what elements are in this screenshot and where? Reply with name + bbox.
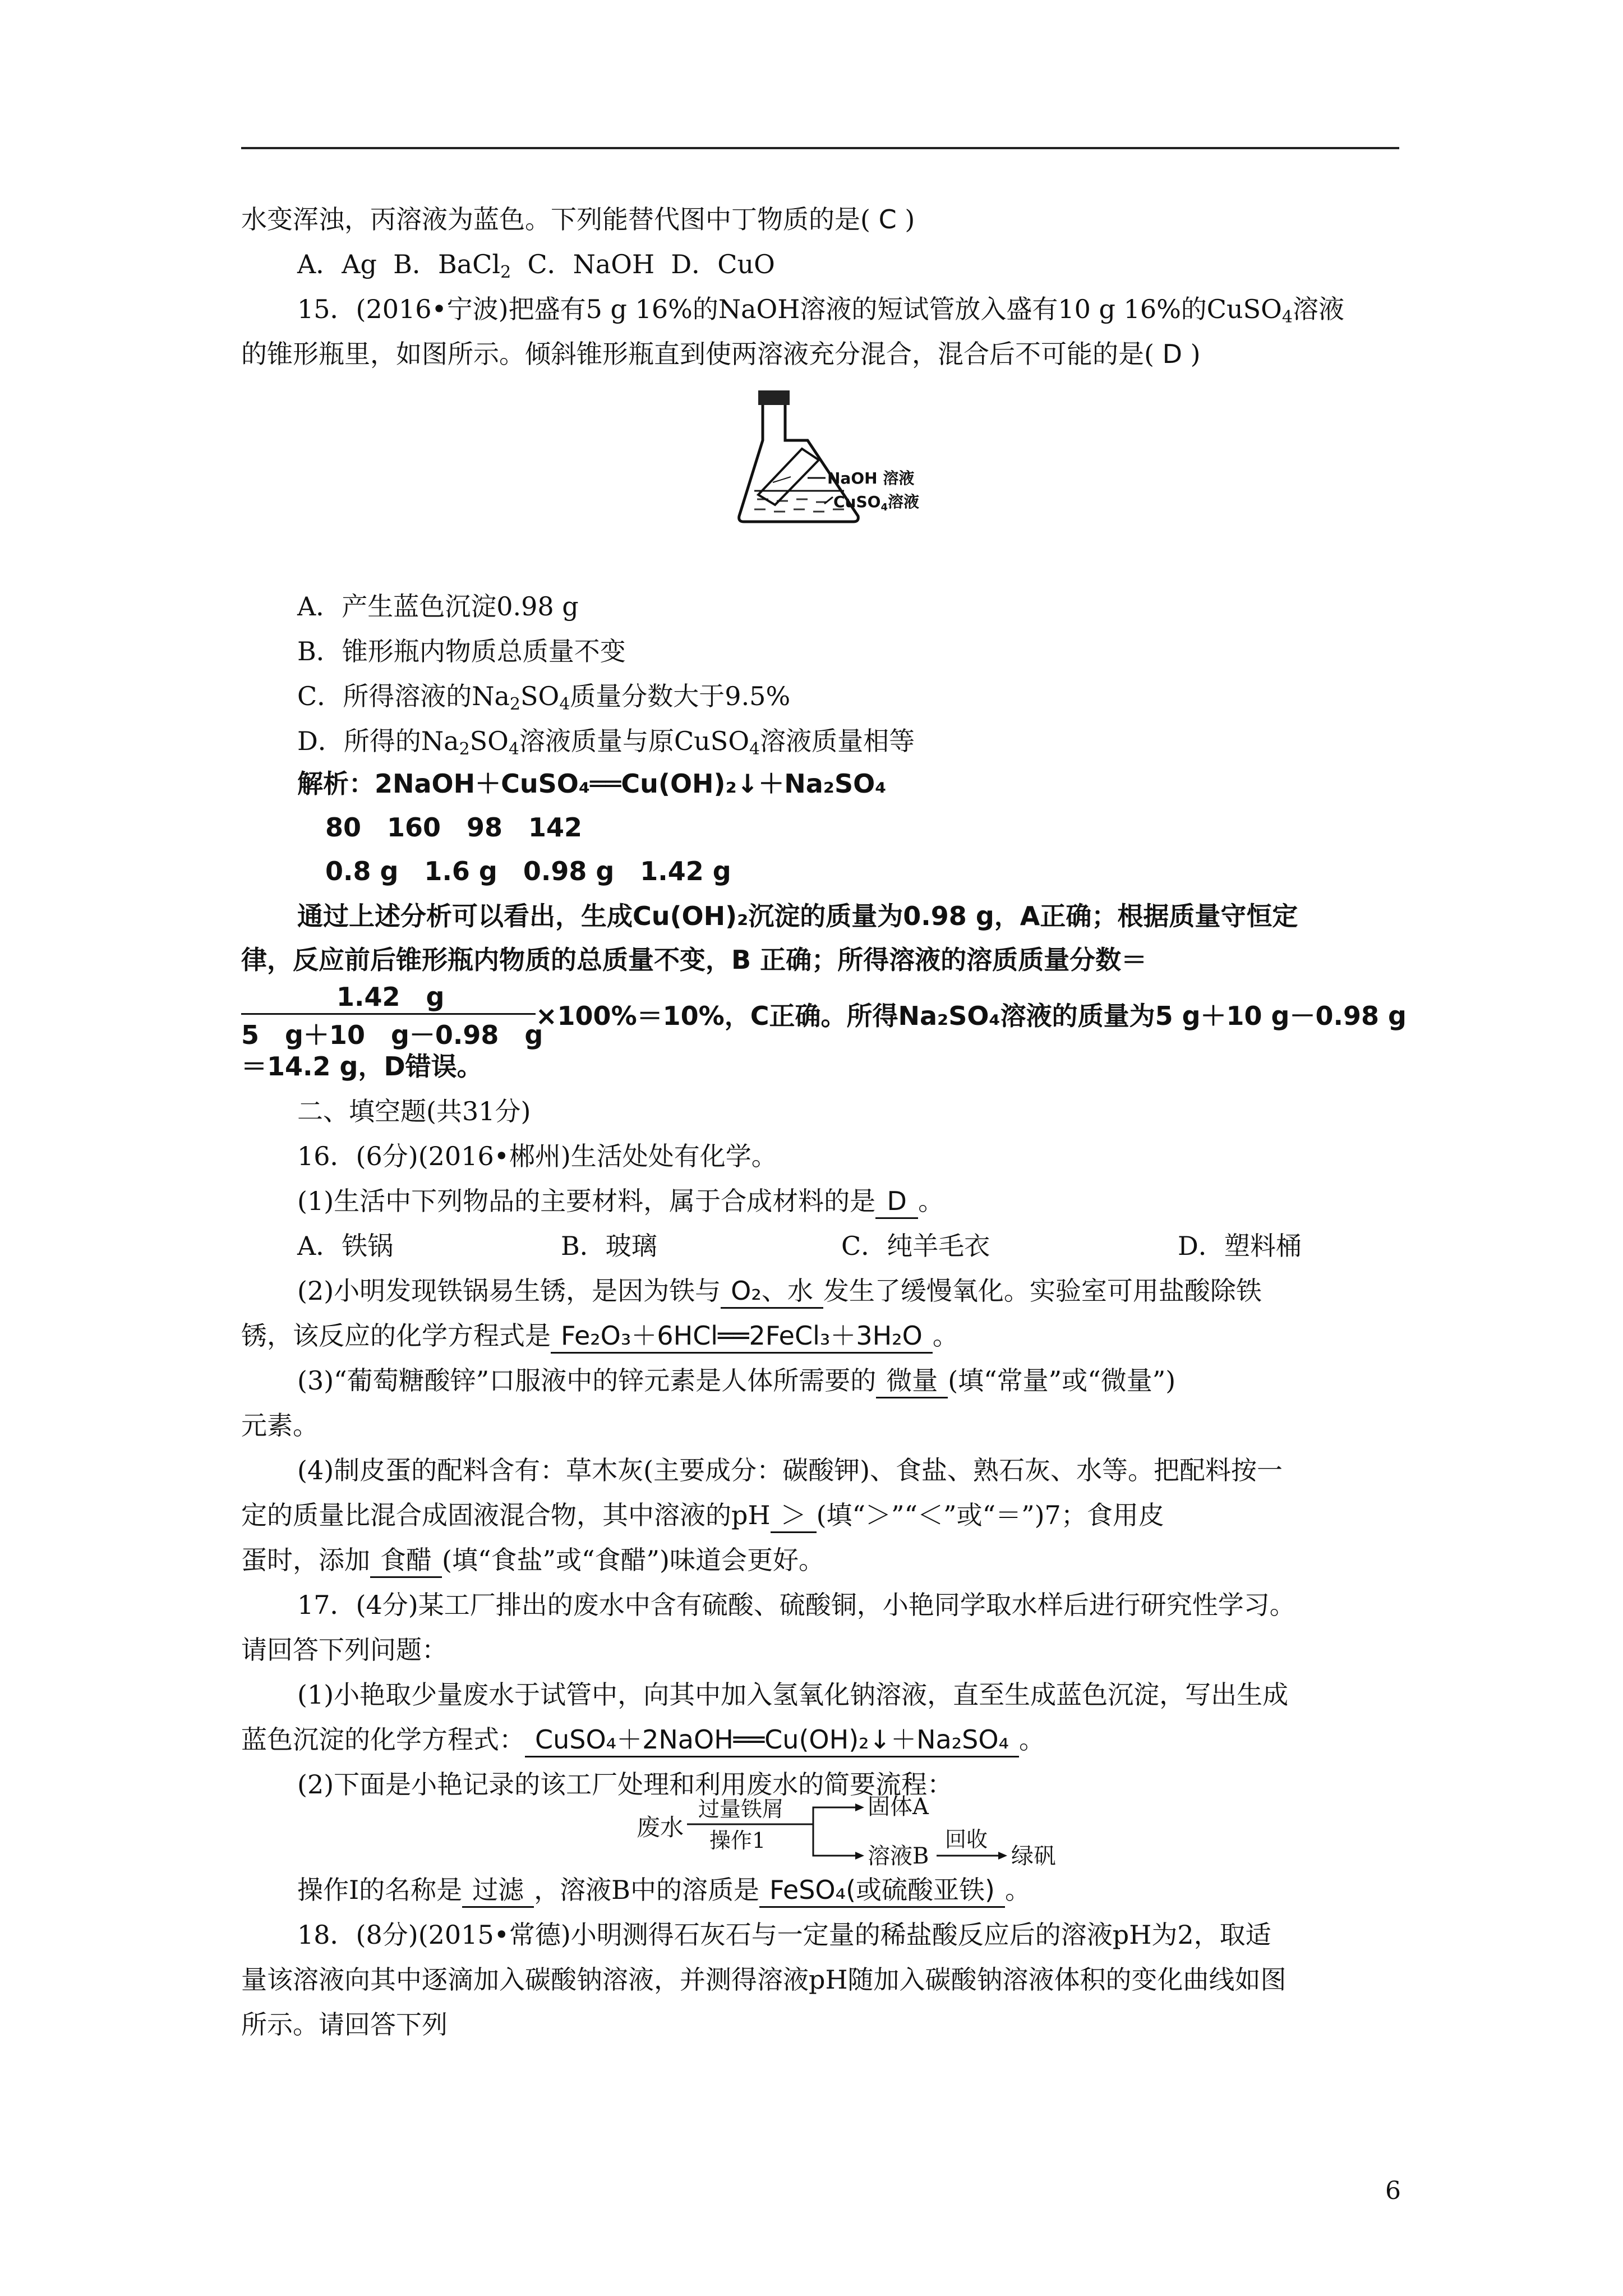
- fraction-bar: [241, 1013, 536, 1015]
- q16-part4-line3: 蛋时，添加 食醋 (填“食盐”或“食醋”)味道会更好。: [241, 1544, 824, 1578]
- flow-solution: 溶液B: [868, 1843, 929, 1868]
- q15-option-a: A．产生蓝色沉淀0.98 g: [297, 591, 579, 622]
- flow-solid: 固体A: [868, 1794, 929, 1820]
- q17-answer-3: FeSO₄(或硫酸亚铁): [759, 1874, 1005, 1908]
- q15-option-c: C．所得溶液的$Na_2SO_4$质量分数大于9.5%: [297, 681, 791, 714]
- q15-analysis-equation: 解析：2NaOH＋CuSO₄══Cu(OH)₂↓＋Na₂SO₄: [297, 769, 887, 799]
- q17-answer-2: 过滤: [462, 1874, 534, 1908]
- q17-title: 17．(4分)某工厂排出的废水中含有硫酸、硫酸铜，小艳同学取水样后进行研究性学习。: [297, 1590, 1295, 1620]
- q18-line3: 所示。请回答下列: [241, 2009, 448, 2040]
- flow-reagent: 过量铁屑: [698, 1797, 784, 1821]
- q16-answer-5: ＞: [771, 1499, 817, 1533]
- q16-option-b: B．玻璃: [561, 1231, 657, 1261]
- q15-option-d: D．所得的$Na_2SO_4$溶液质量与原CuSO$_4$溶液质量相等: [297, 726, 915, 759]
- q16-part1: (1)生活中下列物品的主要材料，属于合成材料的是 D 。: [297, 1185, 944, 1219]
- q17-part3: 操作Ⅰ的名称是 过滤 ，溶液B中的溶质是 FeSO₄(或硫酸亚铁) 。: [297, 1874, 1031, 1908]
- q16-answer-3: Fe₂O₃＋6HCl══2FeCl₃＋3H₂O: [551, 1319, 933, 1354]
- q18-line2: 量该溶液向其中逐滴加入碳酸钠溶液，并测得溶液pH随加入碳酸钠溶液体积的变化曲线如图: [241, 1964, 1287, 1995]
- q15-line2: 的锥形瓶里，如图所示。倾斜锥形瓶直到使两溶液充分混合，混合后不可能的是( D ): [241, 339, 1201, 369]
- flow-recover: 回收: [945, 1827, 988, 1852]
- q16-option-a: A．铁锅: [297, 1231, 394, 1261]
- q15-analysis-para3: ×100%＝10%，C正确。所得Na₂SO₄溶液的质量为5 g＋10 g－0.98 g: [536, 1001, 1407, 1031]
- q17-part1-line1: (1)小艳取少量废水于试管中，向其中加入氢氧化钠溶液，直至生成蓝色沉淀，写出生成: [297, 1680, 1289, 1710]
- q17-part1-line2: 蓝色沉淀的化学方程式： CuSO₄＋2NaOH══Cu(OH)₂↓＋Na₂SO₄ 。: [241, 1723, 1045, 1757]
- fraction-denominator: 5 g＋10 g－0.98 g: [241, 1020, 543, 1050]
- q16-part2-line2: 锈，该反应的化学方程式是 Fe₂O₃＋6HCl══2FeCl₃＋3H₂O 。: [241, 1319, 958, 1354]
- q15-line1: 15．(2016•宁波)把盛有5 g 16%的NaOH溶液的短试管放入盛有10 g 16%的CuSO$_4$溶液: [297, 294, 1344, 327]
- q16-part2-line1: (2)小明发现铁锅易生锈，是因为铁与 O₂、水 发生了缓慢氧化。实验室可用盐酸除铁: [297, 1274, 1262, 1309]
- q14-options: A．Ag B．BaCl$_2$ C．NaOH D．CuO: [297, 249, 775, 282]
- q15-analysis-ratios: 80 160 98 142: [325, 812, 583, 843]
- section-heading: 二、填空题(共31分): [297, 1096, 531, 1126]
- header-rule: [241, 147, 1399, 149]
- q16-answer-6: 食醋: [370, 1544, 442, 1578]
- q17-part2: (2)下面是小艳记录的该工厂处理和利用废水的简要流程：: [297, 1769, 953, 1800]
- q16-answer-4: 微量: [876, 1364, 948, 1398]
- flow-operation: 操作1: [709, 1828, 766, 1853]
- q15-analysis-para4: ＝14.2 g，D错误。: [241, 1051, 483, 1082]
- q14-line: 水变浑浊，丙溶液为蓝色。下列能替代图中丁物质的是( C ): [241, 204, 915, 234]
- q16-option-c: C．纯羊毛衣: [841, 1231, 990, 1261]
- q16-part3-line1: (3)“葡萄糖酸锌”口服液中的锌元素是人体所需要的 微量 (填“常量”或“微量”): [297, 1364, 1175, 1398]
- q16-part3-line2: 元素。: [241, 1410, 319, 1441]
- page-number: 6: [1385, 2177, 1401, 2205]
- q15-analysis-para2: 律，反应前后锥形瓶内物质的总质量不变，B 正确；所得溶液的溶质质量分数＝: [241, 945, 1147, 975]
- flask-diagram: [723, 387, 959, 533]
- q16-part4-line2: 定的质量比混合成固液混合物，其中溶液的pH ＞ (填“＞”“＜”或“＝”)7；食用皮: [241, 1499, 1164, 1533]
- flow-waste: 废水: [637, 1814, 684, 1841]
- q15-option-b: B．锥形瓶内物质总质量不变: [297, 636, 626, 666]
- flow-product: 绿矾: [1011, 1843, 1056, 1868]
- process-flow-diagram: [631, 1784, 1080, 1868]
- q17-answer-1: CuSO₄＋2NaOH══Cu(OH)₂↓＋Na₂SO₄: [525, 1723, 1019, 1757]
- q16-option-d: D．塑料桶: [1178, 1231, 1302, 1261]
- q17-line2: 请回答下列问题：: [241, 1635, 448, 1665]
- q16-part4-line1: (4)制皮蛋的配料含有：草木灰(主要成分：碳酸钾)、食盐、熟石灰、水等。把配料按一: [297, 1455, 1283, 1485]
- flask-label-naoh: NaOH 溶液: [827, 469, 915, 487]
- q15-analysis-masses: 0.8 g 1.6 g 0.98 g 1.42 g: [325, 856, 731, 886]
- q18-line1: 18．(8分)(2015•常德)小明测得石灰石与一定量的稀盐酸反应后的溶液pH为2，取适: [297, 1920, 1271, 1950]
- flask-label-cuso4: CuSO$_4$溶液: [833, 493, 919, 513]
- q15-analysis-para1: 通过上述分析可以看出，生成Cu(OH)₂沉淀的质量为0.98 g，A正确；根据质量守恒定: [297, 901, 1298, 931]
- q16-title: 16．(6分)(2016•郴州)生活处处有化学。: [297, 1141, 777, 1171]
- fraction-numerator: 1.42 g: [336, 982, 445, 1012]
- q16-answer-1: D: [875, 1185, 918, 1219]
- q16-answer-2: O₂、水: [721, 1274, 823, 1309]
